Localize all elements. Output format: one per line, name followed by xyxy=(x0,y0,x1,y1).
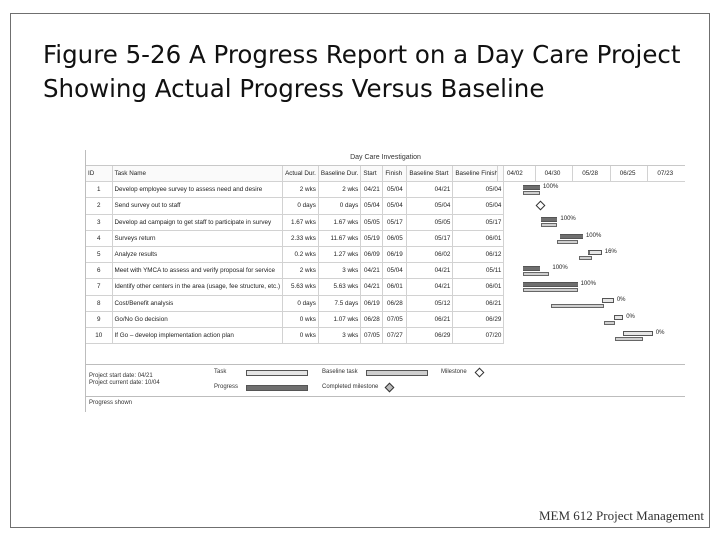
cell-id: 3 xyxy=(86,214,112,230)
table-row xyxy=(86,246,504,262)
column-header: Start xyxy=(361,166,383,182)
cell-finish: 06/28 xyxy=(383,295,407,311)
cell-bstart: 06/02 xyxy=(407,246,453,262)
cell-id: 8 xyxy=(86,295,112,311)
progress-bar xyxy=(523,186,540,189)
table-header-row xyxy=(86,166,504,182)
cell-finish: 06/05 xyxy=(383,230,407,246)
cell-id: 10 xyxy=(86,327,112,343)
cell-baseline: 3 wks xyxy=(318,327,360,343)
column-header: Finish xyxy=(383,166,407,182)
cell-start: 05/19 xyxy=(361,230,383,246)
cell-id: 1 xyxy=(86,182,112,198)
legend-project-current: Project current date: 10/04 xyxy=(89,380,160,386)
cell-name: Cost/Benefit analysis xyxy=(112,295,283,311)
table-row xyxy=(86,230,504,246)
cell-id: 5 xyxy=(86,246,112,262)
page-title xyxy=(43,38,703,106)
column-header: Actual Dur. xyxy=(283,166,319,182)
gantt-chart-image xyxy=(85,150,686,412)
cell-finish: 05/04 xyxy=(383,263,407,279)
cell-bfinish: 06/01 xyxy=(453,279,504,295)
column-header: ID xyxy=(86,166,112,182)
cell-finish: 07/27 xyxy=(383,327,407,343)
cell-actual: 0 days xyxy=(283,295,319,311)
progress-bar xyxy=(560,235,583,238)
legend-baseline-label: Baseline task xyxy=(322,369,358,375)
cell-baseline: 1.07 wks xyxy=(318,311,360,327)
table-row xyxy=(86,327,504,343)
milestone-icon xyxy=(475,368,485,378)
baseline-bar xyxy=(523,288,578,292)
cell-bstart: 05/17 xyxy=(407,230,453,246)
cell-actual: 0 days xyxy=(283,198,319,214)
legend-baseline-swatch xyxy=(366,370,428,376)
cell-bstart: 05/12 xyxy=(407,295,453,311)
cell-name: Surveys return xyxy=(112,230,283,246)
table-row xyxy=(86,198,504,214)
percent-complete-label: 100% xyxy=(542,184,559,190)
cell-start: 04/21 xyxy=(361,182,383,198)
cell-bstart: 06/29 xyxy=(407,327,453,343)
cell-actual: 0 wks xyxy=(283,327,319,343)
gantt-bars-area xyxy=(497,166,685,347)
cell-start: 05/04 xyxy=(361,198,383,214)
task-table xyxy=(86,166,504,344)
progress-bar xyxy=(541,218,557,221)
cell-id: 9 xyxy=(86,311,112,327)
cell-baseline: 5.63 wks xyxy=(318,279,360,295)
cell-baseline: 2 wks xyxy=(318,182,360,198)
cell-baseline: 3 wks xyxy=(318,263,360,279)
cell-start: 06/09 xyxy=(361,246,383,262)
cell-actual: 2 wks xyxy=(283,263,319,279)
cell-name: Develop employee survey to assess need and desire xyxy=(112,182,283,198)
cell-bstart: 04/21 xyxy=(407,263,453,279)
cell-bstart: 05/05 xyxy=(407,214,453,230)
cell-bstart: 06/21 xyxy=(407,311,453,327)
cell-bstart: 04/21 xyxy=(407,279,453,295)
baseline-bar xyxy=(615,337,643,341)
cell-actual: 5.63 wks xyxy=(283,279,319,295)
cell-baseline: 11.67 wks xyxy=(318,230,360,246)
cell-actual: 0 wks xyxy=(283,311,319,327)
cell-id: 7 xyxy=(86,279,112,295)
cell-bfinish: 06/21 xyxy=(453,295,504,311)
legend-project-start: Project start date: 04/21 xyxy=(89,373,153,379)
task-bar xyxy=(602,298,614,303)
timescale-tick: 04/02 xyxy=(497,166,535,181)
timescale-tick: 04/30 xyxy=(535,166,573,181)
cell-id: 2 xyxy=(86,198,112,214)
percent-complete-label: 16% xyxy=(604,248,617,255)
completed-milestone-icon xyxy=(385,383,395,393)
cell-name: Identify other centers in the area (usage, fee structure, etc.) xyxy=(112,279,283,295)
legend-task-swatch xyxy=(246,370,308,376)
cell-bfinish: 06/29 xyxy=(453,311,504,327)
table-row xyxy=(86,182,504,198)
cell-name: Analyze results xyxy=(112,246,283,262)
table-row xyxy=(86,279,504,295)
cell-finish: 07/05 xyxy=(383,311,407,327)
legend xyxy=(86,364,685,397)
cell-actual: 0.2 wks xyxy=(283,246,319,262)
column-header: Baseline Dur. xyxy=(318,166,360,182)
gantt-title: Day Care Investigation xyxy=(86,150,685,166)
cell-start: 07/05 xyxy=(361,327,383,343)
table-row xyxy=(86,263,504,279)
legend-completed-milestone-label: Completed milestone xyxy=(322,384,379,390)
cell-actual: 2.33 wks xyxy=(283,230,319,246)
cell-actual: 2 wks xyxy=(283,182,319,198)
baseline-bar xyxy=(604,321,615,325)
slide-footer: MEM 612 Project Management xyxy=(539,508,704,523)
milestone-marker xyxy=(536,201,546,211)
cell-bstart: 05/04 xyxy=(407,198,453,214)
cell-bfinish: 05/17 xyxy=(453,214,504,230)
cell-actual: 1.67 wks xyxy=(283,214,319,230)
cell-name: If Go – develop implementation action plan xyxy=(112,327,283,343)
table-row xyxy=(86,295,504,311)
percent-complete-label: 0% xyxy=(626,313,635,320)
cell-finish: 06/01 xyxy=(383,279,407,295)
timescale-tick: 05/28 xyxy=(572,166,610,181)
cell-bfinish: 05/11 xyxy=(453,263,504,279)
legend-progress-swatch xyxy=(246,385,308,391)
cell-baseline: 0 days xyxy=(318,198,360,214)
task-bar xyxy=(614,315,623,320)
cell-name: Go/No Go decision xyxy=(112,311,283,327)
cell-name: Meet with YMCA to assess and verify proposal for service xyxy=(112,263,283,279)
percent-complete-label: 100% xyxy=(552,265,568,271)
timescale-tick: 07/23 xyxy=(647,166,685,181)
column-header: Baseline Start xyxy=(407,166,453,182)
cell-start: 06/28 xyxy=(361,311,383,327)
title-line-2: Showing Actual Progress Versus Baseline xyxy=(43,74,545,103)
cell-finish: 06/19 xyxy=(383,246,407,262)
baseline-bar xyxy=(541,223,557,227)
table-row xyxy=(86,311,504,327)
cell-start: 04/21 xyxy=(361,279,383,295)
cell-bfinish: 07/20 xyxy=(453,327,504,343)
timescale-tick: 06/25 xyxy=(610,166,648,181)
percent-complete-label: 100% xyxy=(560,216,576,223)
percent-complete-label: 0% xyxy=(655,329,665,336)
baseline-bar xyxy=(523,191,540,195)
legend-progress-label: Progress xyxy=(214,384,239,390)
percent-complete-label: 0% xyxy=(616,297,626,304)
baseline-bar xyxy=(551,304,605,308)
cell-name: Send survey out to staff xyxy=(112,198,283,214)
cell-id: 4 xyxy=(86,230,112,246)
legend-milestone-label: Milestone xyxy=(441,369,467,375)
cell-bfinish: 05/04 xyxy=(453,198,504,214)
progress-bar xyxy=(523,283,578,286)
cell-baseline: 1.27 wks xyxy=(318,246,360,262)
task-bar xyxy=(623,331,653,336)
baseline-bar xyxy=(557,240,577,244)
progress-shown-label: Progress shown xyxy=(89,400,133,406)
cell-start: 04/21 xyxy=(361,263,383,279)
cell-id: 6 xyxy=(86,263,112,279)
timescale xyxy=(497,166,685,182)
cell-finish: 05/17 xyxy=(383,214,407,230)
baseline-bar xyxy=(579,256,592,260)
progress-bar xyxy=(523,267,540,270)
cell-baseline: 7.5 days xyxy=(318,295,360,311)
baseline-bar xyxy=(523,272,550,276)
cell-bfinish: 06/01 xyxy=(453,230,504,246)
cell-start: 06/19 xyxy=(361,295,383,311)
cell-name: Develop ad campaign to get staff to participate in survey xyxy=(112,214,283,230)
table-row xyxy=(86,214,504,230)
cell-finish: 05/04 xyxy=(383,182,407,198)
percent-complete-label: 100% xyxy=(580,281,596,288)
cell-bfinish: 05/04 xyxy=(453,182,504,198)
cell-bfinish: 06/12 xyxy=(453,246,504,262)
legend-task-label: Task xyxy=(214,369,227,375)
progress-bar xyxy=(588,251,590,254)
title-line-1: Figure 5-26 A Progress Report on a Day Care Project xyxy=(43,40,681,69)
column-header: Baseline Finish xyxy=(453,166,504,182)
column-header: Task Name xyxy=(112,166,283,182)
cell-bstart: 04/21 xyxy=(407,182,453,198)
cell-finish: 05/04 xyxy=(383,198,407,214)
cell-baseline: 1.67 wks xyxy=(318,214,360,230)
cell-start: 05/05 xyxy=(361,214,383,230)
percent-complete-label: 100% xyxy=(585,232,602,239)
